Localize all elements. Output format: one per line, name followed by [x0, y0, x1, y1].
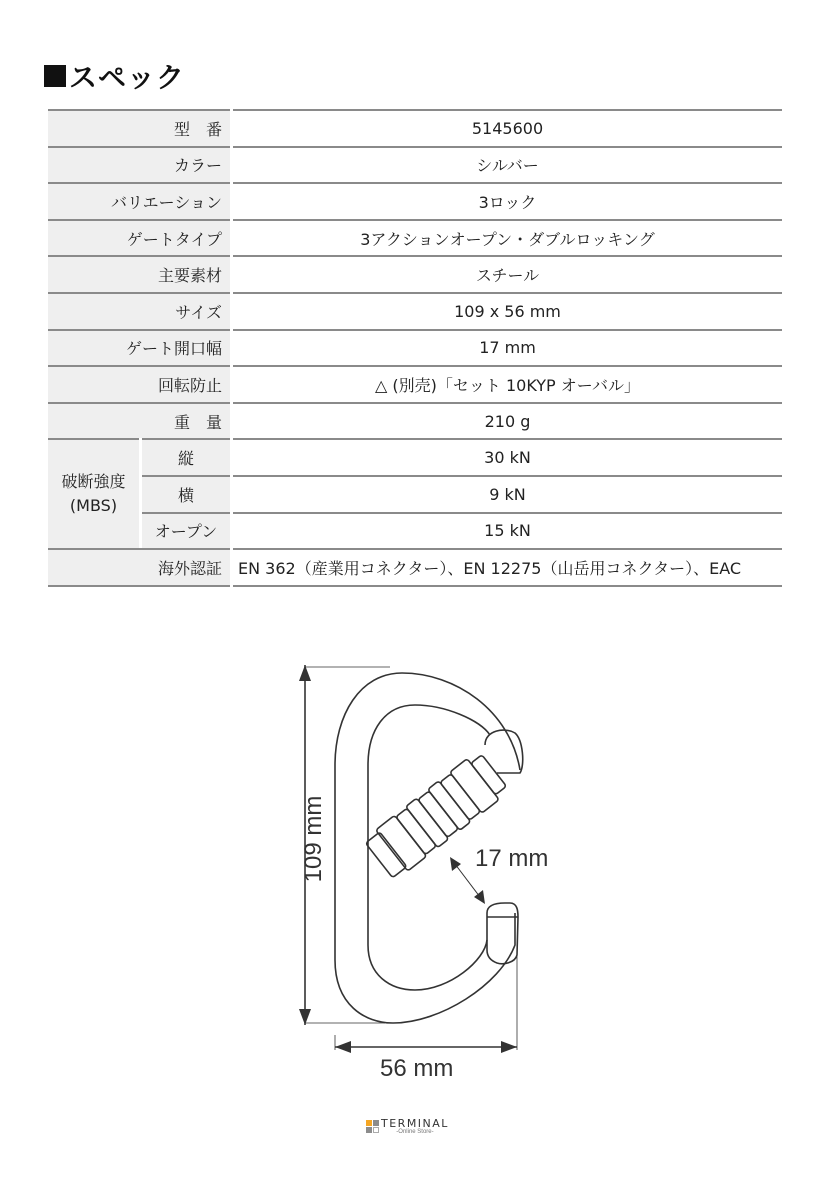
table-bottom-border	[48, 585, 230, 587]
table-row	[48, 255, 782, 292]
table-row	[48, 512, 782, 549]
row-value: スチール	[233, 255, 782, 292]
logo-tagline: -Online Store-	[396, 1129, 434, 1135]
table-row	[48, 329, 782, 366]
page-title-text: スペック	[69, 61, 186, 94]
row-label: サイズ	[48, 292, 230, 329]
row-value: EN 362（産業用コネクター）、EN 12275（山岳用コネクター）、EAC	[233, 548, 782, 585]
row-value: 3ロック	[233, 182, 782, 219]
mbs-label-line1: 破断強度	[61, 472, 126, 492]
row-value: 210 g	[233, 402, 782, 439]
row-value: 3アクションオープン・ダブルロッキング	[233, 219, 782, 256]
mbs-group	[48, 438, 782, 548]
row-label: ゲートタイプ	[48, 219, 230, 256]
carabiner-diagram	[265, 655, 585, 1095]
page-title	[44, 56, 185, 96]
logo-brand: TERMINAL	[381, 1117, 449, 1130]
row-label: バリエーション	[48, 182, 230, 219]
row-label: 縦	[142, 438, 230, 475]
table-bottom-border	[233, 585, 782, 587]
terminal-logo	[366, 1118, 449, 1135]
row-label: 主要素材	[48, 255, 230, 292]
row-label: 重 量	[48, 402, 230, 439]
row-value: 17 mm	[233, 329, 782, 366]
square-bullet-icon	[44, 65, 66, 87]
row-value: 5145600	[233, 109, 782, 146]
table-row	[48, 182, 782, 219]
spec-table	[48, 109, 782, 587]
table-row	[48, 365, 782, 402]
table-row	[48, 292, 782, 329]
row-value: シルバー	[233, 146, 782, 183]
table-row	[48, 146, 782, 183]
row-label: 海外認証	[48, 548, 230, 585]
row-label: カラー	[48, 146, 230, 183]
row-label: 横	[142, 475, 230, 512]
table-row	[48, 475, 782, 512]
gate-opening-label: 17 mm	[475, 845, 549, 872]
table-row	[48, 402, 782, 439]
logo-squares-icon	[366, 1120, 379, 1133]
table-row	[48, 219, 782, 256]
row-value: 30 kN	[233, 438, 782, 475]
mbs-label-line2: (MBS)	[69, 496, 118, 516]
row-label: ゲート開口幅	[48, 329, 230, 366]
row-value: △ (別売)「セット 10KYP オーバル」	[233, 365, 782, 402]
row-value: 9 kN	[233, 475, 782, 512]
table-row	[48, 438, 782, 475]
row-label: 型 番	[48, 109, 230, 146]
table-row	[48, 548, 782, 585]
row-label: 回転防止	[48, 365, 230, 402]
height-dimension-label: 109 mm	[300, 795, 327, 883]
row-value: 109 x 56 mm	[233, 292, 782, 329]
table-row	[48, 109, 782, 146]
row-label: オープン	[142, 512, 230, 549]
width-dimension-label: 56 mm	[380, 1055, 454, 1082]
row-value: 15 kN	[233, 512, 782, 549]
